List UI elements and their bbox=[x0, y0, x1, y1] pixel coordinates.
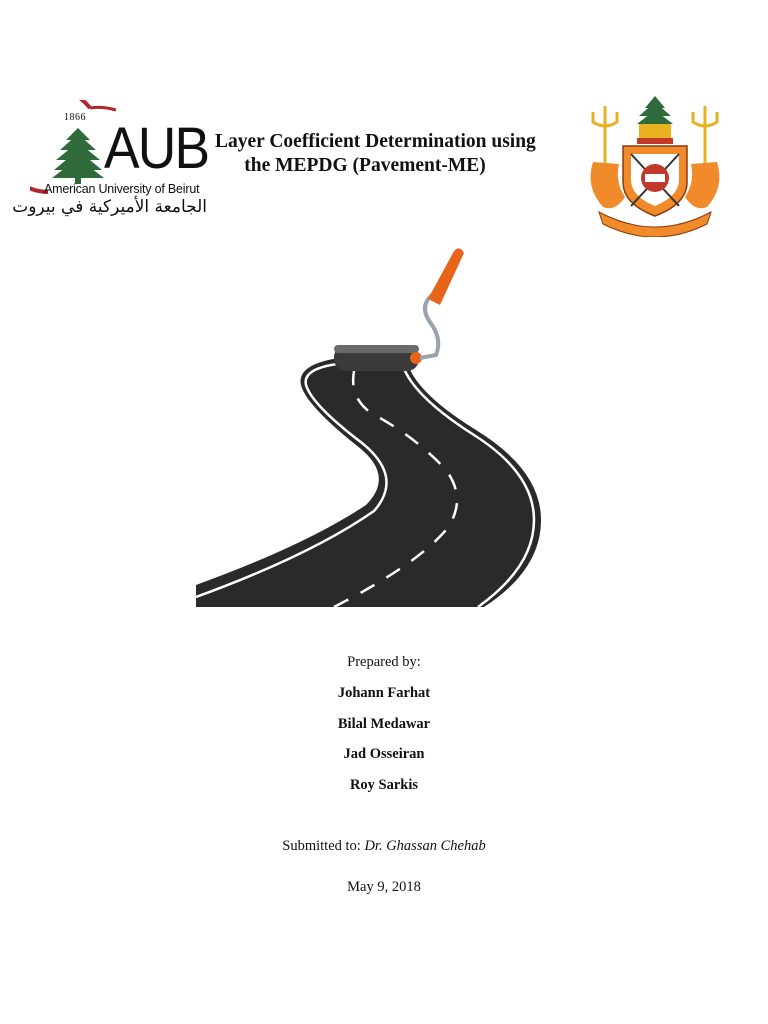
title-line-1: Layer Coefficient Determination using bbox=[215, 131, 536, 152]
title-line-2: the MEPDG (Pavement-ME) bbox=[244, 155, 486, 176]
author-name: Jad Osseiran bbox=[343, 746, 425, 762]
submitted-to-line bbox=[0, 838, 768, 855]
author-name: Bilal Medawar bbox=[337, 716, 431, 732]
document-title bbox=[215, 130, 536, 178]
aub-letters: AUB bbox=[104, 116, 209, 181]
road-roller-icon bbox=[196, 245, 568, 607]
crest-icon bbox=[585, 92, 725, 237]
document-date: May 9, 2018 bbox=[347, 879, 421, 895]
aub-name-english: American University of Beirut bbox=[44, 182, 200, 196]
aub-name-arabic: الجامعة الأميركية في بيروت bbox=[12, 197, 207, 217]
submitted-to-name: Dr. Ghassan Chehab bbox=[364, 838, 486, 854]
aub-logo bbox=[12, 100, 210, 225]
submitted-to-label: Submitted to: bbox=[282, 838, 361, 854]
road-illustration bbox=[196, 245, 568, 607]
prepared-by-label: Prepared by: bbox=[347, 654, 421, 670]
author-name: Johann Farhat bbox=[337, 685, 431, 701]
author-name: Roy Sarkis bbox=[349, 777, 419, 793]
aub-founding-year: 1866 bbox=[64, 112, 86, 123]
department-crest bbox=[585, 92, 725, 237]
